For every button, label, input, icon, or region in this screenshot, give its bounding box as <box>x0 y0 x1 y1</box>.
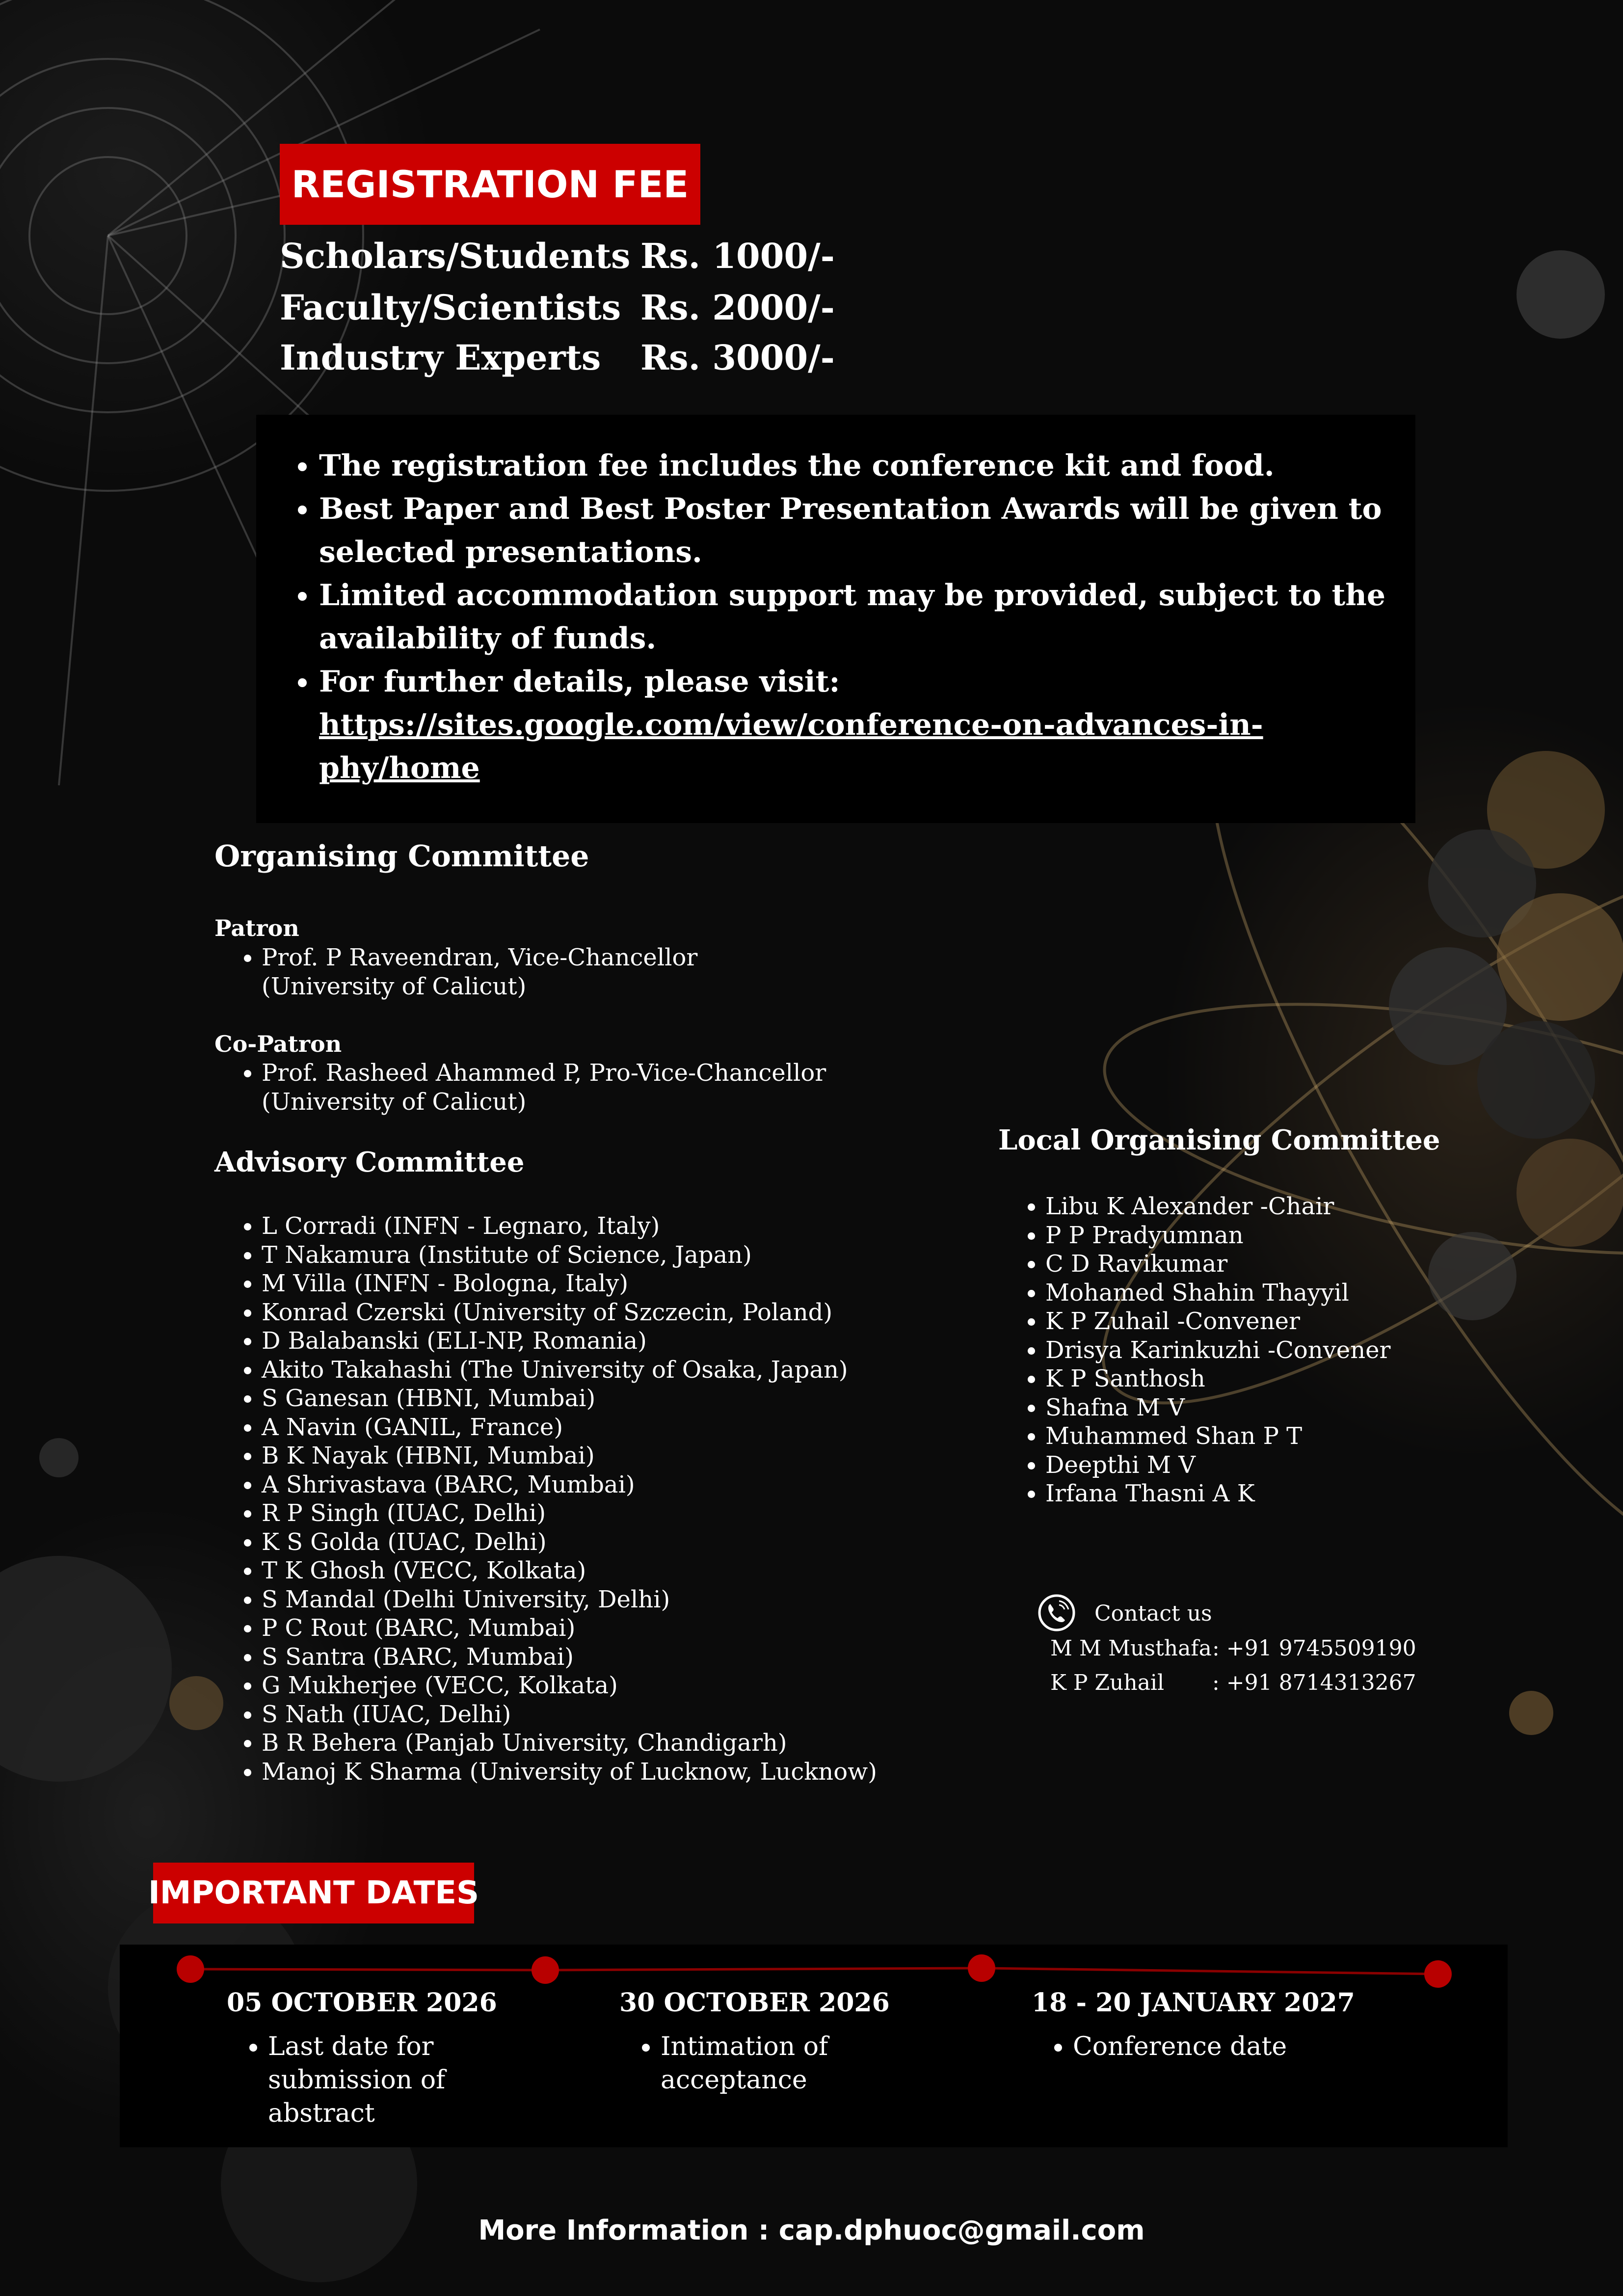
list-item: • T K Ghosh (VECC, Kolkata) <box>262 1556 877 1585</box>
list-item: • R P Singh (IUAC, Delhi) <box>262 1499 877 1528</box>
date-detail-line: acceptance <box>661 2065 807 2095</box>
fee-category: Industry Experts <box>280 337 601 378</box>
conference-website-link[interactable]: https://sites.google.com/view/conference-on-advances-in-phy/home <box>319 708 1263 785</box>
list-item: • A Navin (GANIL, France) <box>262 1413 877 1442</box>
list-item: • S Ganesan (HBNI, Mumbai) <box>262 1384 877 1413</box>
fee-amount: Rs. 1000/- <box>640 236 835 276</box>
fee-amount: Rs. 3000/- <box>640 337 835 378</box>
footer-contact-email: More Information : cap.dphuoc@gmail.com <box>478 2215 1145 2246</box>
list-item: • B R Behera (Panjab University, Chandigarh) <box>262 1729 877 1758</box>
note-item: • The registration fee includes the conference kit and food. <box>319 444 1396 487</box>
list-item: • M Villa (INFN - Bologna, Italy) <box>262 1269 877 1298</box>
note-text: For further details, please visit: <box>319 665 840 699</box>
date-detail-line: submission of <box>268 2065 446 2095</box>
co-patron-list <box>214 1059 826 1116</box>
advisory-committee-list <box>214 1212 877 1786</box>
date-title: 05 OCTOBER 2026 <box>227 1988 497 2018</box>
list-item: • Mohamed Shahin Thayyil <box>1045 1279 1390 1308</box>
list-item: • Deepthi M V <box>1045 1451 1390 1480</box>
list-item: • S Nath (IUAC, Delhi) <box>262 1700 877 1729</box>
list-item: • L Corradi (INFN - Legnaro, Italy) <box>262 1212 877 1241</box>
list-item: • Akito Takahashi (The University of Osaka, Japan) <box>262 1356 877 1385</box>
list-item: • Muhammed Shan P T <box>1045 1422 1390 1451</box>
fee-category: Faculty/Scientists <box>280 287 621 328</box>
date-detail-line: abstract <box>268 2099 375 2128</box>
date-details <box>227 2030 445 2130</box>
local-committee-list <box>998 1192 1390 1508</box>
patron-item <box>262 943 697 1001</box>
date-detail-item <box>268 2030 445 2130</box>
co-patron-item <box>262 1059 826 1116</box>
list-item: • A Shrivastava (BARC, Mumbai) <box>262 1470 877 1499</box>
date-detail-line: • Last date for <box>268 2032 434 2061</box>
list-item: • Manoj K Sharma (University of Lucknow, Lucknow) <box>262 1758 877 1787</box>
date-title: 30 OCTOBER 2026 <box>619 1988 890 2018</box>
list-item: • T Nakamura (Institute of Science, Japan) <box>262 1241 877 1270</box>
fee-category: Scholars/Students <box>280 236 631 276</box>
date-title: 18 - 20 JANUARY 2027 <box>1032 1988 1355 2018</box>
patron-list <box>214 943 697 1001</box>
list-item: • K S Golda (IUAC, Delhi) <box>262 1528 877 1557</box>
contact-label: Contact us <box>1094 1601 1212 1626</box>
contact-name: K P Zuhail <box>1050 1670 1165 1695</box>
phone-icon <box>1037 1593 1076 1632</box>
co-patron-name: Prof. Rasheed Ahammed P, Pro-Vice-Chancellor <box>262 1059 826 1087</box>
note-item: • Best Paper and Best Poster Presentation Awards will be given to selected presentations. <box>319 487 1396 574</box>
important-dates-heading: IMPORTANT DATES <box>153 1863 474 1923</box>
contact-row <box>1050 1670 1416 1695</box>
advisory-committee-heading: Advisory Committee <box>214 1146 525 1178</box>
date-details <box>619 2030 828 2097</box>
date-detail-line: • Intimation of <box>661 2032 828 2061</box>
list-item: • S Mandal (Delhi University, Delhi) <box>262 1585 877 1614</box>
timeline-dot <box>968 1954 995 1982</box>
note-item: • Limited accommodation support may be provided, subject to the availability of funds. <box>319 574 1396 660</box>
list-item: • P P Pradyumnan <box>1045 1221 1390 1250</box>
timeline-dot <box>177 1955 204 1983</box>
list-item: • K P Zuhail -Convener <box>1045 1307 1390 1336</box>
list-item: • D Balabanski (ELI-NP, Romania) <box>262 1327 877 1356</box>
fee-row <box>280 287 835 328</box>
contact-phone: : +91 8714313267 <box>1212 1670 1416 1695</box>
registration-fee-heading: REGISTRATION FEE <box>280 144 700 225</box>
co-patron-label: Co-Patron <box>214 1031 342 1057</box>
timeline-dot <box>532 1956 559 1984</box>
fee-amount: Rs. 2000/- <box>640 287 835 328</box>
list-item: • G Mukherjee (VECC, Kolkata) <box>262 1671 877 1700</box>
list-item: • Libu K Alexander -Chair <box>1045 1192 1390 1221</box>
timeline-dot <box>1424 1960 1452 1988</box>
registration-notes <box>286 444 1396 790</box>
list-item: • S Santra (BARC, Mumbai) <box>262 1643 877 1672</box>
list-item: • C D Ravikumar <box>1045 1250 1390 1279</box>
date-detail-item <box>1073 2030 1287 2063</box>
contact-row <box>1050 1636 1416 1661</box>
patron-name: Prof. P Raveendran, Vice-Chancellor <box>262 944 698 971</box>
patron-label: Patron <box>214 915 299 941</box>
registration-notes-box <box>256 415 1415 823</box>
contact-name: M M Musthafa <box>1050 1636 1212 1661</box>
co-patron-affiliation: (University of Calicut) <box>262 1088 527 1116</box>
contact-phone: : +91 9745509190 <box>1212 1636 1416 1661</box>
list-item: • B K Nayak (HBNI, Mumbai) <box>262 1442 877 1470</box>
local-committee-heading: Local Organising Committee <box>998 1124 1440 1156</box>
date-detail-line: • Conference date <box>1073 2032 1287 2061</box>
fee-row <box>280 337 835 378</box>
date-details <box>1032 2030 1287 2063</box>
list-item: • P C Rout (BARC, Mumbai) <box>262 1614 877 1643</box>
list-item: • K P Santhosh <box>1045 1364 1390 1393</box>
list-item: • Konrad Czerski (University of Szczecin, Poland) <box>262 1298 877 1327</box>
list-item: • Drisya Karinkuzhi -Convener <box>1045 1336 1390 1365</box>
date-detail-item <box>661 2030 828 2097</box>
list-item: • Shafna M V <box>1045 1393 1390 1422</box>
patron-affiliation: (University of Calicut) <box>262 972 527 1000</box>
organising-committee-heading: Organising Committee <box>214 839 589 874</box>
list-item: • Irfana Thasni A K <box>1045 1479 1390 1508</box>
fee-row <box>280 236 835 276</box>
important-dates-box <box>120 1945 1508 2147</box>
note-item <box>319 660 1396 790</box>
